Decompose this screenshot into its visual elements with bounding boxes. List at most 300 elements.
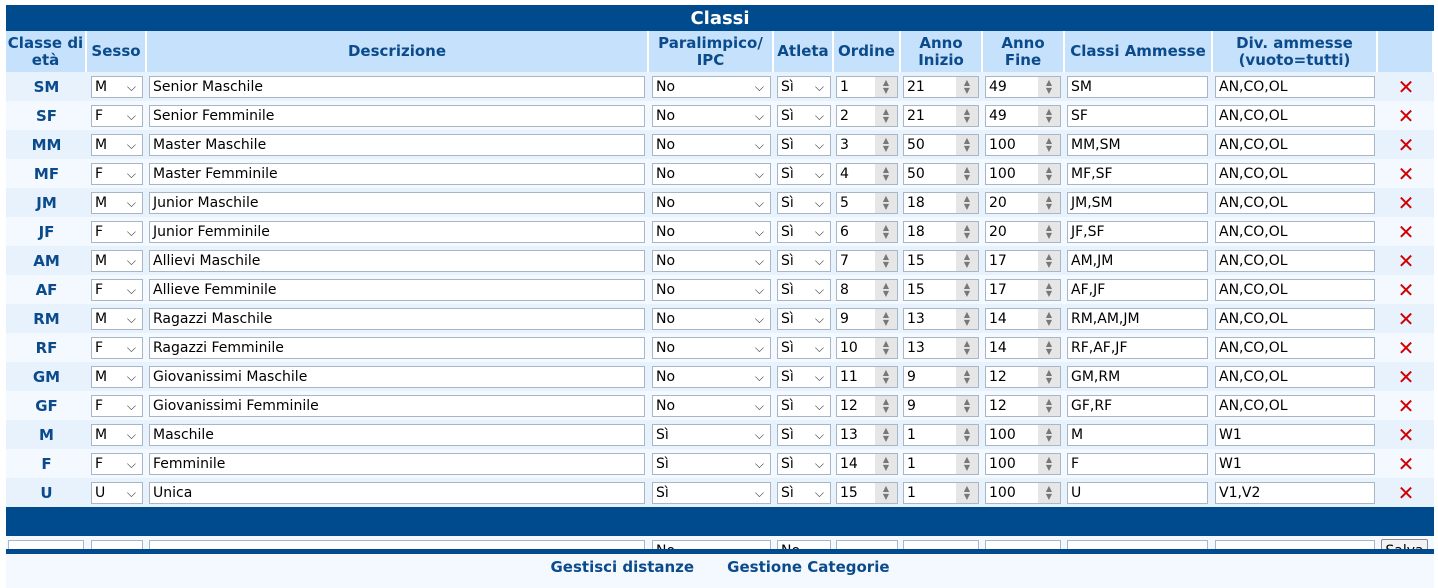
chevron-down-icon: ⌵ — [126, 108, 136, 123]
atleta-select[interactable] — [777, 221, 831, 243]
chevron-down-icon: ⌵ — [814, 195, 824, 210]
spinner-icon[interactable]: ▲ ▼ — [1038, 396, 1060, 416]
close-icon[interactable]: ✕ — [1397, 277, 1415, 302]
spinner-icon[interactable]: ▲ ▼ — [1038, 483, 1060, 503]
anno-inizio-input[interactable] — [903, 279, 979, 301]
classi-ammesse-input[interactable] — [1067, 453, 1208, 475]
anno-inizio-value: 18 — [907, 194, 925, 211]
close-icon[interactable]: ✕ — [1397, 103, 1415, 128]
close-icon[interactable]: ✕ — [1397, 451, 1415, 476]
atleta-value: Sì — [781, 78, 794, 95]
ipc-select[interactable] — [652, 395, 771, 417]
ipc-value: Sì — [656, 426, 669, 443]
footer-links — [6, 549, 1434, 588]
gestione-categorie-link[interactable]: Gestione Categorie — [727, 558, 890, 576]
spinner-icon[interactable]: ▲ ▼ — [875, 309, 897, 329]
ipc-value: No — [656, 368, 676, 385]
anno-inizio-input[interactable] — [903, 482, 979, 504]
descrizione-value: Senior Maschile — [153, 78, 263, 95]
ipc-select[interactable] — [652, 134, 771, 156]
anno-fine-input[interactable] — [985, 424, 1061, 446]
classe-code: JM — [6, 188, 87, 217]
chevron-down-icon: ⌵ — [754, 253, 764, 268]
classi-ammesse-input[interactable] — [1067, 366, 1208, 388]
anno-inizio-input[interactable] — [903, 366, 979, 388]
table-row — [6, 449, 1434, 478]
spinner-icon[interactable]: ▲ ▼ — [875, 193, 897, 213]
div-ammesse-input[interactable] — [1215, 221, 1375, 243]
classi-ammesse-input[interactable] — [1067, 76, 1208, 98]
chevron-down-icon: ⌵ — [814, 311, 824, 326]
atleta-select[interactable] — [777, 134, 831, 156]
ipc-value: Sì — [656, 484, 669, 501]
spinner-icon[interactable]: ▲ ▼ — [1038, 193, 1060, 213]
anno-inizio-input[interactable] — [903, 134, 979, 156]
ipc-select[interactable] — [652, 250, 771, 272]
chevron-down-icon: ⌵ — [126, 485, 136, 500]
atleta-value: Sì — [781, 281, 794, 298]
descrizione-input[interactable] — [149, 424, 645, 446]
anno-fine-value: 100 — [989, 165, 1016, 182]
anno-fine-value: 20 — [989, 223, 1007, 240]
classi-ammesse-input[interactable] — [1067, 337, 1208, 359]
chevron-down-icon: ⌵ — [814, 79, 824, 94]
close-icon[interactable]: ✕ — [1397, 132, 1415, 157]
ordine-value: 7 — [840, 252, 849, 269]
spinner-icon[interactable]: ▲ ▼ — [956, 135, 978, 155]
anno-fine-input[interactable] — [985, 395, 1061, 417]
descrizione-value: Giovanissimi Femminile — [153, 397, 319, 414]
ipc-select[interactable] — [652, 221, 771, 243]
anno-fine-input[interactable] — [985, 105, 1061, 127]
sesso-select[interactable] — [91, 250, 143, 272]
table-row — [6, 101, 1434, 130]
close-icon[interactable]: ✕ — [1397, 306, 1415, 331]
anno-fine-input[interactable] — [985, 482, 1061, 504]
div-ammesse-input[interactable] — [1215, 395, 1375, 417]
div-ammesse-input[interactable] — [1215, 192, 1375, 214]
spinner-icon[interactable]: ▲ ▼ — [1038, 135, 1060, 155]
spinner-icon[interactable]: ▲ ▼ — [956, 222, 978, 242]
chevron-down-icon: ⌵ — [126, 79, 136, 94]
close-icon[interactable]: ✕ — [1397, 219, 1415, 244]
ipc-select[interactable] — [652, 192, 771, 214]
classi-table — [6, 31, 1434, 565]
spinner-icon[interactable]: ▲ ▼ — [956, 425, 978, 445]
descrizione-input[interactable] — [149, 134, 645, 156]
chevron-down-icon: ⌵ — [126, 282, 136, 297]
descrizione-value: Maschile — [153, 426, 214, 443]
header-anno-inizio: Anno Inizio — [901, 31, 983, 72]
separator — [6, 507, 1434, 536]
sesso-select[interactable] — [91, 482, 143, 504]
atleta-select[interactable] — [777, 395, 831, 417]
spinner-icon[interactable]: ▲ ▼ — [1038, 338, 1060, 358]
spinner-icon[interactable]: ▲ ▼ — [1038, 454, 1060, 474]
chevron-down-icon: ⌵ — [814, 427, 824, 442]
anno-inizio-input[interactable] — [903, 76, 979, 98]
ordine-input[interactable] — [836, 134, 898, 156]
classe-code: AF — [6, 275, 87, 304]
ordine-value: 11 — [840, 368, 858, 385]
spinner-icon[interactable]: ▲ ▼ — [1038, 106, 1060, 126]
spinner-icon[interactable]: ▲ ▼ — [875, 338, 897, 358]
descrizione-input[interactable] — [149, 366, 645, 388]
chevron-down-icon: ⌵ — [814, 166, 824, 181]
spinner-icon[interactable]: ▲ ▼ — [875, 483, 897, 503]
spinner-icon[interactable]: ▲ ▼ — [1038, 164, 1060, 184]
chevron-down-icon: ⌵ — [754, 224, 764, 239]
ordine-value: 4 — [840, 165, 849, 182]
classi-ammesse-value: AM,JM — [1071, 252, 1114, 269]
atleta-select[interactable] — [777, 76, 831, 98]
div-ammesse-input[interactable] — [1215, 134, 1375, 156]
spinner-icon[interactable]: ▲ ▼ — [1038, 367, 1060, 387]
ipc-select[interactable] — [652, 163, 771, 185]
classi-ammesse-value: MF,SF — [1071, 165, 1113, 182]
ordine-value: 13 — [840, 426, 858, 443]
close-icon[interactable]: ✕ — [1397, 74, 1415, 99]
sesso-select[interactable] — [91, 453, 143, 475]
descrizione-value: Allievi Maschile — [153, 252, 261, 269]
atleta-select[interactable] — [777, 453, 831, 475]
table-row — [6, 246, 1434, 275]
ipc-value: Sì — [656, 455, 669, 472]
classi-ammesse-value: F — [1071, 455, 1080, 472]
anno-fine-value: 49 — [989, 78, 1007, 95]
sesso-value: M — [95, 136, 108, 153]
anno-fine-value: 12 — [989, 397, 1007, 414]
sesso-select[interactable] — [91, 221, 143, 243]
anno-fine-input[interactable] — [985, 192, 1061, 214]
anno-fine-input[interactable] — [985, 308, 1061, 330]
ordine-input[interactable] — [836, 337, 898, 359]
sesso-value: U — [95, 484, 106, 501]
div-ammesse-value: AN,CO,OL — [1219, 78, 1288, 95]
close-icon[interactable]: ✕ — [1397, 161, 1415, 186]
spinner-icon[interactable]: ▲ ▼ — [875, 425, 897, 445]
classi-panel — [6, 5, 1434, 565]
classi-ammesse-input[interactable] — [1067, 163, 1208, 185]
sesso-select[interactable] — [91, 105, 143, 127]
ipc-value: No — [656, 310, 676, 327]
anno-inizio-input[interactable] — [903, 424, 979, 446]
div-ammesse-value: AN,CO,OL — [1219, 223, 1288, 240]
close-icon[interactable]: ✕ — [1397, 190, 1415, 215]
anno-inizio-input[interactable] — [903, 453, 979, 475]
anno-inizio-value: 9 — [907, 397, 916, 414]
spinner-icon[interactable]: ▲ ▼ — [875, 367, 897, 387]
close-icon[interactable]: ✕ — [1397, 248, 1415, 273]
ipc-select[interactable] — [652, 424, 771, 446]
classe-code: SM — [6, 72, 87, 101]
ipc-select[interactable] — [652, 76, 771, 98]
classi-ammesse-value: AF,JF — [1071, 281, 1106, 298]
chevron-down-icon: ⌵ — [754, 137, 764, 152]
atleta-value: Sì — [781, 368, 794, 385]
anno-fine-input[interactable] — [985, 163, 1061, 185]
descrizione-input[interactable] — [149, 221, 645, 243]
ipc-select[interactable] — [652, 337, 771, 359]
div-ammesse-value: AN,CO,OL — [1219, 194, 1288, 211]
anno-fine-input[interactable] — [985, 279, 1061, 301]
spinner-icon[interactable]: ▲ ▼ — [1038, 425, 1060, 445]
div-ammesse-value: W1 — [1219, 426, 1242, 443]
chevron-down-icon: ⌵ — [126, 195, 136, 210]
spinner-icon[interactable]: ▲ ▼ — [875, 164, 897, 184]
descrizione-input[interactable] — [149, 308, 645, 330]
close-icon[interactable]: ✕ — [1397, 364, 1415, 389]
anno-fine-input[interactable] — [985, 221, 1061, 243]
classi-ammesse-input[interactable] — [1067, 134, 1208, 156]
anno-fine-input[interactable] — [985, 453, 1061, 475]
spinner-icon[interactable]: ▲ ▼ — [956, 338, 978, 358]
spinner-icon[interactable]: ▲ ▼ — [956, 309, 978, 329]
descrizione-input[interactable] — [149, 163, 645, 185]
ordine-input[interactable] — [836, 250, 898, 272]
div-ammesse-input[interactable] — [1215, 76, 1375, 98]
ordine-input[interactable] — [836, 163, 898, 185]
div-ammesse-input[interactable] — [1215, 105, 1375, 127]
sesso-select[interactable] — [91, 76, 143, 98]
header-actions — [1378, 31, 1434, 72]
atleta-select[interactable] — [777, 482, 831, 504]
div-ammesse-input[interactable] — [1215, 308, 1375, 330]
anno-fine-value: 12 — [989, 368, 1007, 385]
descrizione-value: Allieve Femminile — [153, 281, 277, 298]
sesso-value: F — [95, 455, 104, 472]
classi-ammesse-input[interactable] — [1067, 250, 1208, 272]
sesso-select[interactable] — [91, 163, 143, 185]
spinner-icon[interactable]: ▲ ▼ — [875, 251, 897, 271]
spinner-icon[interactable]: ▲ ▼ — [1038, 280, 1060, 300]
anno-fine-input[interactable] — [985, 337, 1061, 359]
ipc-select[interactable] — [652, 279, 771, 301]
spinner-icon[interactable]: ▲ ▼ — [956, 367, 978, 387]
spinner-icon[interactable]: ▲ ▼ — [956, 193, 978, 213]
ordine-input[interactable] — [836, 395, 898, 417]
ordine-input[interactable] — [836, 453, 898, 475]
ordine-input[interactable] — [836, 221, 898, 243]
spinner-icon[interactable]: ▲ ▼ — [1038, 222, 1060, 242]
table-row — [6, 391, 1434, 420]
spinner-icon[interactable]: ▲ ▼ — [875, 222, 897, 242]
close-icon[interactable]: ✕ — [1397, 422, 1415, 447]
spinner-icon[interactable]: ▲ ▼ — [956, 164, 978, 184]
spinner-icon[interactable]: ▲ ▼ — [956, 483, 978, 503]
ordine-input[interactable] — [836, 424, 898, 446]
sesso-select[interactable] — [91, 192, 143, 214]
ordine-value: 3 — [840, 136, 849, 153]
descrizione-value: Ragazzi Maschile — [153, 310, 273, 327]
chevron-down-icon: ⌵ — [814, 485, 824, 500]
spinner-icon[interactable]: ▲ ▼ — [956, 454, 978, 474]
sesso-select[interactable] — [91, 279, 143, 301]
table-header-row — [6, 31, 1434, 72]
div-ammesse-value: AN,CO,OL — [1219, 397, 1288, 414]
descrizione-input[interactable] — [149, 76, 645, 98]
atleta-select[interactable] — [777, 337, 831, 359]
spinner-icon[interactable]: ▲ ▼ — [875, 77, 897, 97]
sesso-select[interactable] — [91, 337, 143, 359]
div-ammesse-value: W1 — [1219, 455, 1242, 472]
anno-inizio-input[interactable] — [903, 250, 979, 272]
header-descrizione: Descrizione — [147, 31, 649, 72]
sesso-select[interactable] — [91, 424, 143, 446]
anno-inizio-input[interactable] — [903, 337, 979, 359]
anno-inizio-input[interactable] — [903, 163, 979, 185]
table-row — [6, 275, 1434, 304]
ordine-input[interactable] — [836, 105, 898, 127]
div-ammesse-input[interactable] — [1215, 453, 1375, 475]
sesso-value: M — [95, 368, 108, 385]
classi-ammesse-input[interactable] — [1067, 424, 1208, 446]
classi-ammesse-input[interactable] — [1067, 279, 1208, 301]
atleta-select[interactable] — [777, 308, 831, 330]
chevron-down-icon: ⌵ — [754, 282, 764, 297]
anno-fine-input[interactable] — [985, 250, 1061, 272]
close-icon[interactable]: ✕ — [1397, 393, 1415, 418]
descrizione-value: Femminile — [153, 455, 226, 472]
ipc-select[interactable] — [652, 308, 771, 330]
anno-inizio-input[interactable] — [903, 221, 979, 243]
ipc-select[interactable] — [652, 482, 771, 504]
descrizione-input[interactable] — [149, 192, 645, 214]
div-ammesse-input[interactable] — [1215, 366, 1375, 388]
sesso-value: M — [95, 310, 108, 327]
anno-fine-value: 100 — [989, 455, 1016, 472]
div-ammesse-input[interactable] — [1215, 337, 1375, 359]
ordine-input[interactable] — [836, 308, 898, 330]
descrizione-input[interactable] — [149, 395, 645, 417]
ipc-value: No — [656, 194, 676, 211]
atleta-select[interactable] — [777, 279, 831, 301]
div-ammesse-input[interactable] — [1215, 163, 1375, 185]
classi-ammesse-input[interactable] — [1067, 221, 1208, 243]
div-ammesse-input[interactable] — [1215, 482, 1375, 504]
classi-ammesse-input[interactable] — [1067, 308, 1208, 330]
descrizione-input[interactable] — [149, 105, 645, 127]
chevron-down-icon: ⌵ — [126, 340, 136, 355]
spinner-icon[interactable]: ▲ ▼ — [875, 454, 897, 474]
anno-fine-input[interactable] — [985, 76, 1061, 98]
header-anno-fine: Anno Fine — [983, 31, 1065, 72]
sesso-select[interactable] — [91, 308, 143, 330]
atleta-select[interactable] — [777, 163, 831, 185]
spinner-icon[interactable]: ▲ ▼ — [1038, 309, 1060, 329]
div-ammesse-input[interactable] — [1215, 250, 1375, 272]
sesso-value: F — [95, 281, 104, 298]
chevron-down-icon: ⌵ — [814, 369, 824, 384]
sesso-select[interactable] — [91, 395, 143, 417]
atleta-select[interactable] — [777, 366, 831, 388]
close-icon[interactable]: ✕ — [1397, 335, 1415, 360]
ipc-select[interactable] — [652, 366, 771, 388]
ordine-input[interactable] — [836, 76, 898, 98]
spinner-icon[interactable]: ▲ ▼ — [1038, 77, 1060, 97]
classi-ammesse-input[interactable] — [1067, 395, 1208, 417]
classi-ammesse-input[interactable] — [1067, 105, 1208, 127]
atleta-select[interactable] — [777, 250, 831, 272]
classe-code: AM — [6, 246, 87, 275]
div-ammesse-input[interactable] — [1215, 279, 1375, 301]
classe-code: SF — [6, 101, 87, 130]
anno-fine-input[interactable] — [985, 366, 1061, 388]
ordine-value: 8 — [840, 281, 849, 298]
spinner-icon[interactable]: ▲ ▼ — [875, 135, 897, 155]
classi-ammesse-input[interactable] — [1067, 482, 1208, 504]
anno-inizio-input[interactable] — [903, 395, 979, 417]
ordine-input[interactable] — [836, 366, 898, 388]
chevron-down-icon: ⌵ — [814, 253, 824, 268]
div-ammesse-value: AN,CO,OL — [1219, 107, 1288, 124]
atleta-select[interactable] — [777, 424, 831, 446]
spinner-icon[interactable]: ▲ ▼ — [956, 280, 978, 300]
ordine-input[interactable] — [836, 192, 898, 214]
gestisci-distanze-link[interactable]: Gestisci distanze — [550, 558, 695, 576]
ordine-value: 10 — [840, 339, 858, 356]
spinner-icon[interactable]: ▲ ▼ — [875, 396, 897, 416]
classe-code: M — [6, 420, 87, 449]
anno-fine-input[interactable] — [985, 134, 1061, 156]
spinner-icon[interactable]: ▲ ▼ — [956, 251, 978, 271]
spinner-icon[interactable]: ▲ ▼ — [1038, 251, 1060, 271]
sesso-value: F — [95, 223, 104, 240]
spinner-icon[interactable]: ▲ ▼ — [956, 106, 978, 126]
sesso-select[interactable] — [91, 134, 143, 156]
sesso-value: M — [95, 252, 108, 269]
classi-ammesse-value: JF,SF — [1071, 223, 1105, 240]
classi-ammesse-value: RM,AM,JM — [1071, 310, 1140, 327]
atleta-value: Sì — [781, 339, 794, 356]
ordine-value: 14 — [840, 455, 858, 472]
ipc-select[interactable] — [652, 105, 771, 127]
ordine-value: 12 — [840, 397, 858, 414]
atleta-select[interactable] — [777, 105, 831, 127]
descrizione-input[interactable] — [149, 482, 645, 504]
header-paralimpico: Paralimpico/ IPC — [649, 31, 774, 72]
sesso-value: F — [95, 339, 104, 356]
ordine-input[interactable] — [836, 482, 898, 504]
anno-inizio-input[interactable] — [903, 192, 979, 214]
spinner-icon[interactable]: ▲ ▼ — [875, 106, 897, 126]
div-ammesse-value: AN,CO,OL — [1219, 252, 1288, 269]
spinner-icon[interactable]: ▲ ▼ — [875, 280, 897, 300]
spinner-icon[interactable]: ▲ ▼ — [956, 396, 978, 416]
ipc-select[interactable] — [652, 453, 771, 475]
descrizione-input[interactable] — [149, 453, 645, 475]
anno-fine-value: 49 — [989, 107, 1007, 124]
descrizione-input[interactable] — [149, 279, 645, 301]
anno-inizio-input[interactable] — [903, 105, 979, 127]
close-icon[interactable]: ✕ — [1397, 480, 1415, 505]
table-row — [6, 333, 1434, 362]
atleta-select[interactable] — [777, 192, 831, 214]
anno-inizio-value: 1 — [907, 455, 916, 472]
atleta-value: Sì — [781, 310, 794, 327]
ordine-input[interactable] — [836, 279, 898, 301]
sesso-select[interactable] — [91, 366, 143, 388]
anno-inizio-input[interactable] — [903, 308, 979, 330]
ordine-value: 6 — [840, 223, 849, 240]
classi-ammesse-input[interactable] — [1067, 192, 1208, 214]
spinner-icon[interactable]: ▲ ▼ — [956, 77, 978, 97]
descrizione-input[interactable] — [149, 250, 645, 272]
div-ammesse-input[interactable] — [1215, 424, 1375, 446]
ordine-value: 9 — [840, 310, 849, 327]
descrizione-input[interactable] — [149, 337, 645, 359]
table-row — [6, 478, 1434, 507]
